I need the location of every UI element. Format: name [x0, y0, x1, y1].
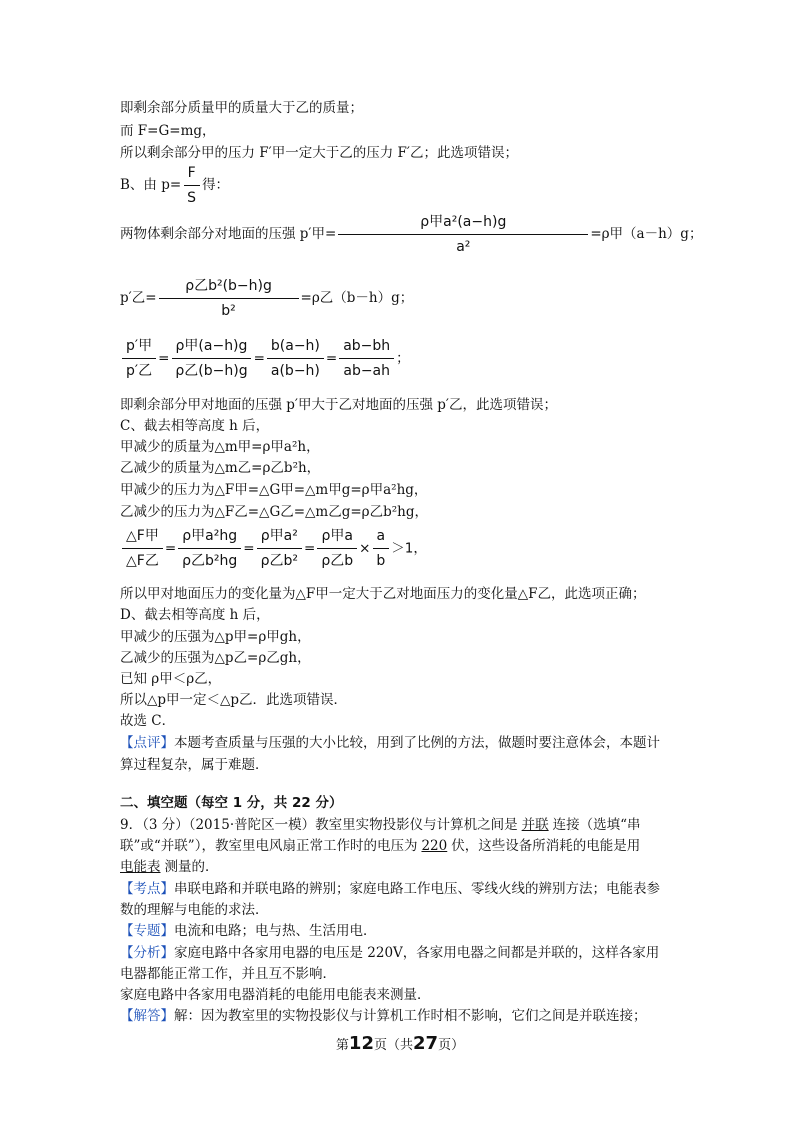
line: 而 F=G=mg，	[120, 123, 216, 139]
denominator: S	[187, 190, 197, 206]
denominator: ρ乙b²hg	[182, 553, 238, 569]
line: 已知 ρ甲＜ρ乙，	[120, 671, 222, 687]
answer-blank: 电能表	[120, 859, 161, 875]
line-formula-p-jia	[120, 212, 702, 257]
line: C、截去相等高度 h 后，	[120, 418, 270, 434]
numerator: a	[373, 526, 390, 549]
line: 算过程复杂，属于难题．	[120, 757, 269, 773]
line-formula-p-yi	[120, 276, 413, 321]
denominator: a²	[456, 239, 471, 255]
line: 乙减少的压强为△p乙=ρ乙gh，	[120, 650, 311, 666]
line-review	[120, 733, 660, 753]
question-9-line2	[120, 836, 640, 856]
line: 电器都能正常工作，并且互不影响．	[120, 966, 336, 982]
line: 即剩余部分甲对地面的压强 p′甲大于乙对地面的压强 p′乙，此选项错误；	[120, 397, 557, 413]
numerator: ρ甲a	[317, 526, 356, 549]
fraction	[317, 526, 357, 571]
text: 电流和电路；电与热、生活用电．	[174, 923, 377, 939]
page-footer	[0, 1033, 800, 1054]
numerator: ab−bh	[339, 336, 394, 359]
denominator: ρ乙b²	[260, 553, 298, 569]
question-9-line3	[120, 857, 219, 877]
line: 甲减少的压力为△F甲=△G甲=△m甲g=ρ甲a²hg，	[120, 482, 428, 498]
tag-kaodian: 【考点】	[120, 881, 174, 897]
denominator: △F乙	[126, 553, 159, 569]
numerator: ρ乙b²(b−h)g	[159, 276, 299, 299]
fraction	[257, 526, 302, 571]
fraction	[267, 336, 324, 381]
denominator: ρ乙(b−h)g	[175, 363, 248, 379]
tag-zhuanti: 【专题】	[120, 923, 174, 939]
text: 连接（选填“串	[552, 817, 641, 833]
text: p′乙=	[120, 290, 157, 306]
line: 乙减少的压力为△F乙=△G乙=△m乙g=ρ乙b²hg，	[120, 504, 429, 520]
footer-text: 第	[335, 1038, 349, 1053]
line-formula-delta-f: $\frac{\text{△F甲}}{\text{△F乙}}$ = $\frac{\text{ρ甲a²hg}}{\text{ρ乙b²hg}}$ = $\frac{\text{ρ甲a²}}{\text{ρ乙b²}}$ = $\frac{\text{ρ甲a}}{\text{ρ乙b}}$ × $\frac{a}{b}$ ＞1，	[120, 526, 427, 571]
fraction	[178, 526, 241, 571]
line: 数的理解与电能的求法．	[120, 902, 269, 918]
tag-jieda: 【解答】	[120, 1008, 174, 1024]
denominator: ρ乙b	[321, 553, 354, 569]
line-fenxi	[120, 943, 659, 963]
footer-text: 页（共	[373, 1038, 413, 1053]
line-jieda	[120, 1006, 647, 1026]
text: =ρ甲（a－h）g；	[590, 226, 703, 242]
tag-fenxi: 【分析】	[120, 945, 174, 961]
text: =ρ乙（b－h）g；	[300, 290, 414, 306]
line-formula-ratio: $\frac{\text{p′甲}}{\text{p′乙}}$ = $\frac{\text{ρ甲(a−h)g}}{\text{ρ乙(b−h)g}}$ = $\frac{b(a-h)}{a(b-h)}$ = $\frac{ab-bh}{ab-ah}$ ；	[120, 336, 410, 381]
answer-blank: 220	[421, 838, 448, 854]
fraction	[183, 163, 200, 208]
page-number: 12	[348, 1033, 374, 1054]
line: 乙减少的质量为△m乙=ρ乙b²h，	[120, 460, 321, 476]
tag-review: 【点评】	[120, 735, 174, 751]
denominator: ab−ah	[343, 363, 391, 379]
line: D、截去相等高度 h 后，	[120, 607, 270, 623]
text: 得：	[202, 177, 230, 193]
denominator: a(b−h)	[270, 363, 320, 379]
line-formula-b	[120, 163, 229, 208]
denominator: b²	[221, 303, 236, 319]
text: 解：因为教室里的实物投影仪与计算机工作时相不影响，它们之间是并联连接；	[174, 1008, 647, 1024]
numerator: ρ甲a²	[257, 526, 302, 549]
line: 甲减少的质量为△m甲=ρ甲a²h，	[120, 439, 320, 455]
question-9-line1	[120, 815, 641, 835]
text: 串联电路和并联电路的辨别；家庭电路工作电压、零线火线的辨别方法；电能表参	[174, 881, 660, 897]
fraction	[339, 336, 394, 381]
numerator: p′甲	[122, 336, 156, 359]
text: B、由 p=	[120, 177, 182, 193]
denominator: b	[376, 553, 386, 569]
numerator: ρ甲a²hg	[178, 526, 241, 549]
fraction	[171, 336, 251, 381]
numerator: b(a−h)	[267, 336, 324, 359]
text: 两物体剩余部分对地面的压强 p′甲=	[120, 226, 337, 242]
line: 故选 C．	[120, 713, 176, 729]
fraction	[122, 336, 156, 381]
text: 伏，这些设备所消耗的电能是用	[451, 838, 641, 854]
text: 9．（3 分）（2015·普陀区一模）教室里实物投影仪与计算机之间是	[120, 817, 518, 833]
text: ＞1，	[391, 540, 427, 557]
fraction	[159, 276, 299, 321]
line: 所以△p甲一定＜△p乙．此选项错误．	[120, 692, 348, 708]
footer-text: 页）	[438, 1038, 465, 1053]
text: 本题考查质量与压强的大小比较，用到了比例的方法，做题时要注意体会，本题计	[174, 735, 660, 751]
fraction	[122, 526, 163, 571]
section-heading: 二、填空题（每空 1 分，共 22 分）	[120, 795, 343, 811]
denominator: p′乙	[126, 363, 153, 379]
fraction	[338, 212, 588, 257]
fraction	[372, 526, 389, 571]
line: 家庭电路中各家用电器消耗的电能用电能表来测量．	[120, 987, 431, 1003]
line-kaodian	[120, 879, 660, 899]
page-total: 27	[413, 1033, 439, 1054]
text: 家庭电路中各家用电器的电压是 220V，各家用电器之间都是并联的，这样各家用	[174, 945, 660, 961]
numerator: F	[184, 163, 200, 186]
numerator: ρ甲a²(a−h)g	[338, 212, 588, 235]
line: 所以甲对地面压力的变化量为△F甲一定大于乙对地面压力的变化量△F乙，此选项正确；	[120, 586, 646, 602]
line: 所以剩余部分甲的压力 F′甲一定大于乙的压力 F′乙；此选项错误；	[120, 145, 518, 161]
numerator: ρ甲(a−h)g	[172, 336, 252, 359]
answer-blank: 并联	[521, 817, 549, 833]
line: 即剩余部分质量甲的质量大于乙的质量；	[120, 100, 363, 116]
text: 联”或“并联”），教室里电风扇正常工作时的电压为	[120, 838, 418, 854]
numerator: △F甲	[122, 526, 163, 549]
line-zhuanti	[120, 921, 377, 941]
text: 测量的．	[164, 859, 219, 875]
line: 甲减少的压强为△p甲=ρ甲gh，	[120, 629, 311, 645]
